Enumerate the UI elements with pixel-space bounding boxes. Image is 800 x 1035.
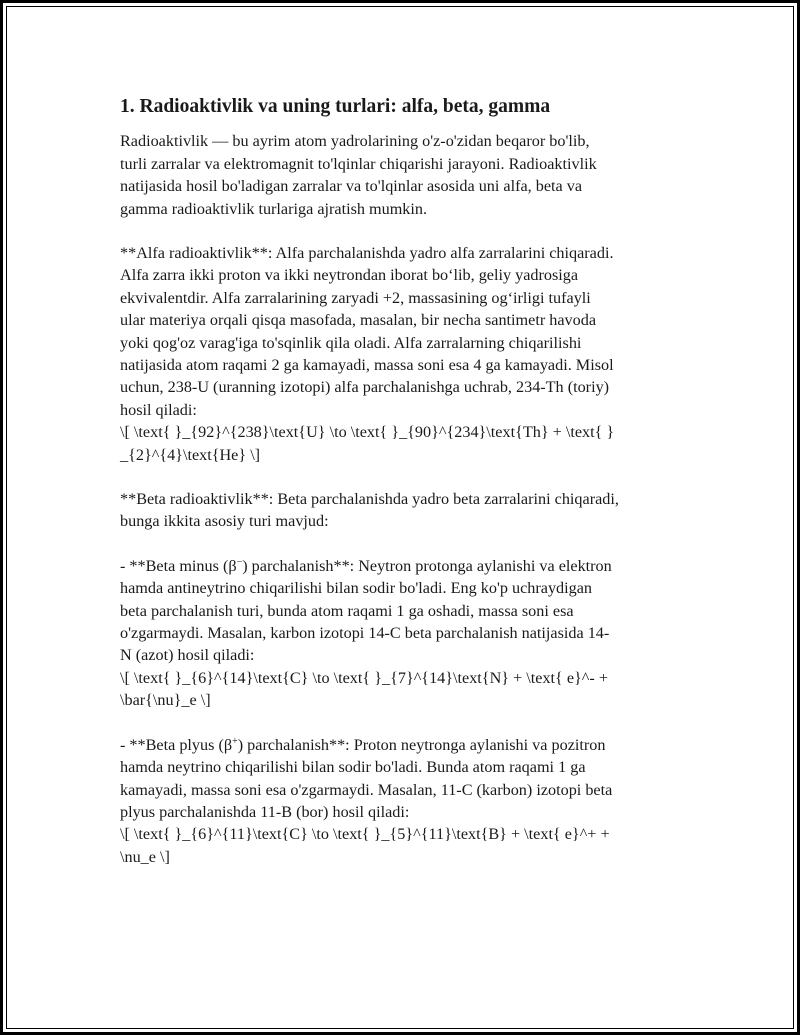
text-line: ekvivalentdir. Alfa zarralarining zaryadi +2, massasining og‘irligi tufayli [120, 288, 591, 307]
text-line: \nu_e \] [120, 847, 170, 866]
text-line [120, 555, 690, 577]
text-line: natijasida hosil bo'ladigan zarralar va to'lqinlar asosida uni alfa, beta va [120, 177, 583, 196]
text-line: bunga ikkita asosiy turi mavjud: [120, 512, 329, 531]
line-text: - **Beta minus (β [120, 556, 237, 575]
paragraph [120, 488, 690, 533]
text-line: hamda neytrino chiqarilishi bilan sodir bo'ladi. Bunda atom raqami 1 ga [120, 758, 586, 777]
text-line: beta parchalanish turi, bunda atom raqami 1 ga oshadi, massa soni esa [120, 601, 574, 620]
superscript: + [232, 735, 238, 747]
document-body [120, 130, 690, 868]
section-heading: 1. Radioaktivlik va uning turlari: alfa, beta, gamma [120, 96, 551, 117]
text-line [120, 734, 690, 756]
text-line: o'zgarmaydi. Masalan, karbon izotopi 14-C beta parchalanish natijasida 14- [120, 624, 610, 643]
text-line: **Beta radioaktivlik**: Beta parchalanishda yadro beta zarralarini chiqaradi, [120, 490, 619, 509]
text-line: uchun, 238-U (uranning izotopi) alfa parchalanishga uchrab, 234-Th (toriy) [120, 378, 610, 397]
text-line: \[ \text{ }_{6}^{14}\text{C} \to \text{ }_{7}^{14}\text{N} + \text{ e}^- + [120, 668, 608, 687]
paragraph [120, 130, 690, 220]
text-line: **Alfa radioaktivlik**: Alfa parchalanishda yadro alfa zarralarini chiqaradi. [120, 243, 614, 262]
text-line: \bar{\nu}_e \] [120, 691, 211, 710]
text-line: \[ \text{ }_{92}^{238}\text{U} \to \text{ }_{90}^{234}\text{Th} + \text{ } [120, 423, 615, 442]
text-line: Alfa zarra ikki proton va ikki neytrondan iborat bo‘lib, geliy yadrosiga [120, 266, 579, 285]
text-line: natijasida atom raqami 2 ga kamayadi, massa soni esa 4 ga kamayadi. Misol [120, 356, 614, 374]
line-text: ) parchalanish**: Neytron protonga aylanishi va elektron [242, 556, 612, 575]
line-text: ) parchalanish**: Proton neytronga aylanishi va pozitron [237, 735, 606, 754]
text-line: turli zarralar va elektromagnit to'lqinlar chiqarishi jarayoni. Radioaktivlik [120, 154, 597, 173]
text-line: yoki qog'oz varag'iga to'sqinlik qila oladi. Alfa zarralarning chiqarilishi [120, 333, 582, 352]
text-line: \[ \text{ }_{6}^{11}\text{C} \to \text{ }_{5}^{11}\text{B} + \text{ e}^+ + [120, 825, 610, 844]
text-line: N (azot) hosil qiladi: [120, 646, 255, 665]
text-line: plyus parchalanishda 11-B (bor) hosil qiladi: [120, 802, 410, 821]
paragraph [120, 734, 690, 868]
superscript: − [236, 556, 243, 568]
text-line: _{2}^{4}\text{He} \] [120, 445, 261, 464]
line-text: - **Beta plyus (β [120, 735, 233, 754]
text-line: kamayadi, massa soni esa o'zgarmaydi. Masalan, 11-C (karbon) izotopi beta [120, 780, 613, 799]
text-line: gamma radioaktivlik turlariga ajratish mumkin. [120, 199, 428, 218]
text-line: hamda antineytrino chiqarilishi bilan sodir bo'ladi. Eng ko'p uchraydigan [120, 579, 593, 598]
document-content [120, 94, 690, 890]
text-line: ular materiya orqali qisqa masofada, masalan, bir necha santimetr havoda [120, 311, 596, 330]
text-line: Radioaktivlik — bu ayrim atom yadrolarining o'z-o'zidan beqaror bo'lib, [120, 132, 590, 151]
paragraph [120, 242, 690, 466]
text-line: hosil qiladi: [120, 400, 197, 419]
paragraph [120, 555, 690, 712]
